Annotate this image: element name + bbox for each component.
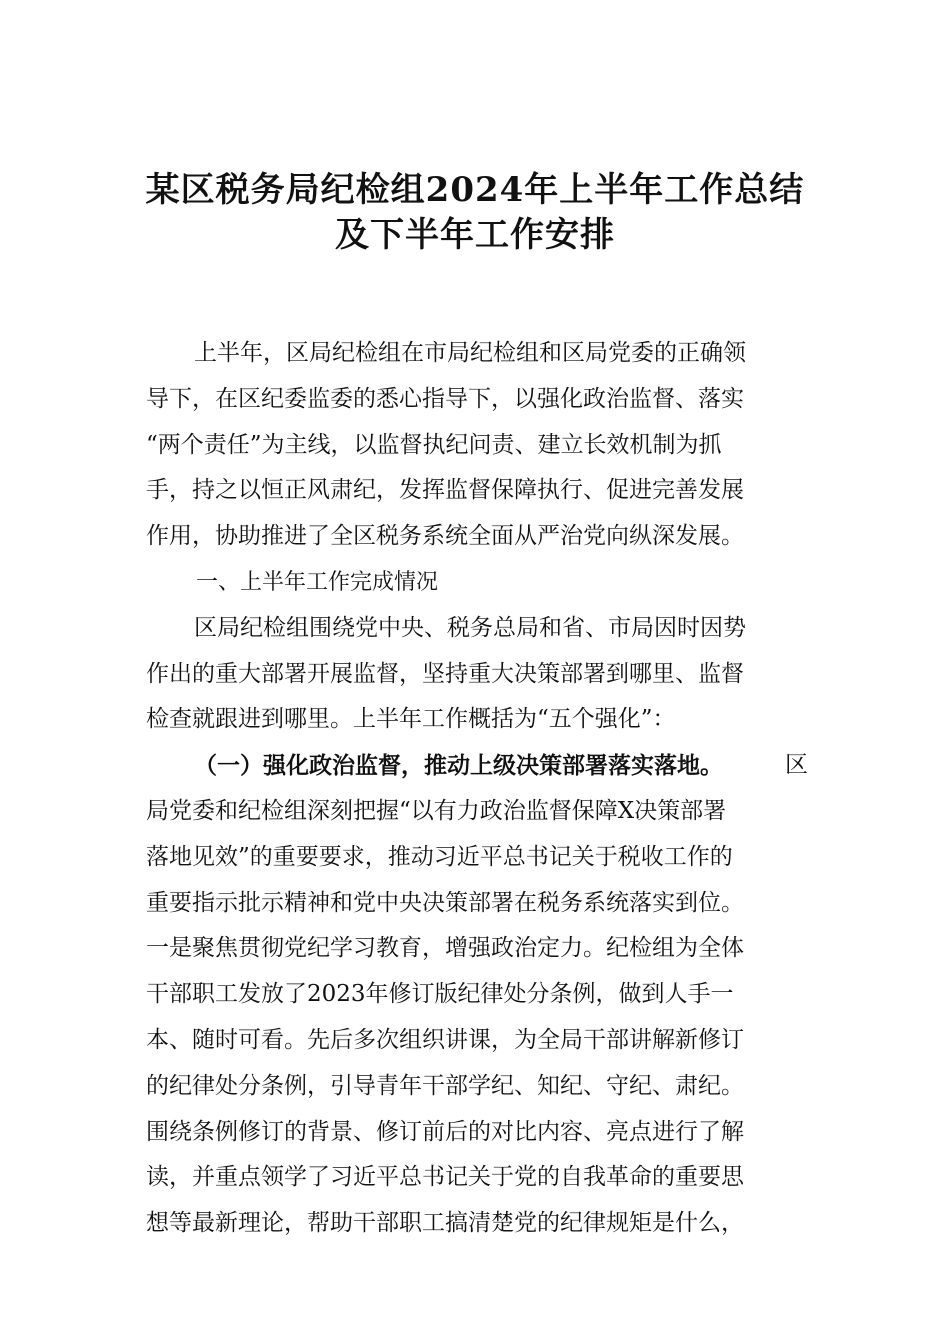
paragraph-3-line-11: 想等最新理论，帮助干部职工搞清楚党的纪律规矩是什么， bbox=[146, 1210, 744, 1237]
paragraph-3-line-4: 重要指示批示精神和党中央决策部署在税务系统落实到位。 bbox=[146, 889, 744, 916]
paragraph-3-line-1 bbox=[146, 743, 808, 789]
paragraph-3-line-5: 一是聚焦贯彻党纪学习教育，增强政治定力。纪检组为全体 bbox=[146, 935, 744, 962]
paragraph-1-line-5: 作用，协助推进了全区税务系统全面从严治党向纵深发展。 bbox=[146, 523, 744, 550]
subsection-heading-1: （一）强化政治监督，推动上级决策部署落实落地。 bbox=[194, 752, 723, 780]
document-title-line-2: 及下半年工作安排 bbox=[335, 215, 615, 255]
section-heading-1: 一、上半年工作完成情况 bbox=[196, 569, 439, 595]
paragraph-3-line-1-rest: 区 bbox=[785, 752, 808, 779]
document-title-line-1: 某区税务局纪检组2024年上半年工作总结 bbox=[145, 170, 805, 210]
paragraph-2-line-1: 区局纪检组围绕党中央、税务总局和省、市局因时因势 bbox=[194, 614, 746, 641]
paragraph-3-line-3: 落地见效”的重要要求，推动习近平总书记关于税收工作的 bbox=[146, 843, 733, 870]
paragraph-3-line-6: 干部职工发放了2023年修订版纪律处分条例，做到人手一 bbox=[146, 981, 734, 1008]
paragraph-3-line-2: 局党委和纪检组深刻把握“以有力政治监督保障X决策部署 bbox=[146, 797, 727, 824]
paragraph-1-line-4: 手，持之以恒正风肃纪，发挥监督保障执行、促进完善发展 bbox=[146, 477, 744, 504]
paragraph-3-line-7: 本、随时可看。先后多次组织讲课，为全局干部讲解新修订 bbox=[146, 1026, 744, 1053]
paragraph-2-line-3: 检查就跟进到哪里。上半年工作概括为“五个强化”： bbox=[146, 706, 676, 733]
paragraph-3-line-10: 读，并重点领学了习近平总书记关于党的自我革命的重要思 bbox=[146, 1164, 744, 1191]
paragraph-2-line-2: 作出的重大部署开展监督，坚持重大决策部署到哪里、监督 bbox=[146, 660, 744, 687]
paragraph-1-line-3: “两个责任”为主线，以监督执纪问责、建立长效机制为抓 bbox=[146, 431, 722, 458]
paragraph-1-line-2: 导下，在区纪委监委的悉心指导下，以强化政治监督、落实 bbox=[146, 385, 744, 412]
paragraph-3-line-9: 围绕条例修订的背景、修订前后的对比内容、亮点进行了解 bbox=[146, 1118, 744, 1145]
document-body bbox=[146, 331, 808, 1247]
paragraph-3-line-8: 的纪律处分条例，引导青年干部学纪、知纪、守纪、肃纪。 bbox=[146, 1072, 744, 1099]
paragraph-1-line-1: 上半年，区局纪检组在市局纪检组和区局党委的正确领 bbox=[194, 340, 746, 366]
